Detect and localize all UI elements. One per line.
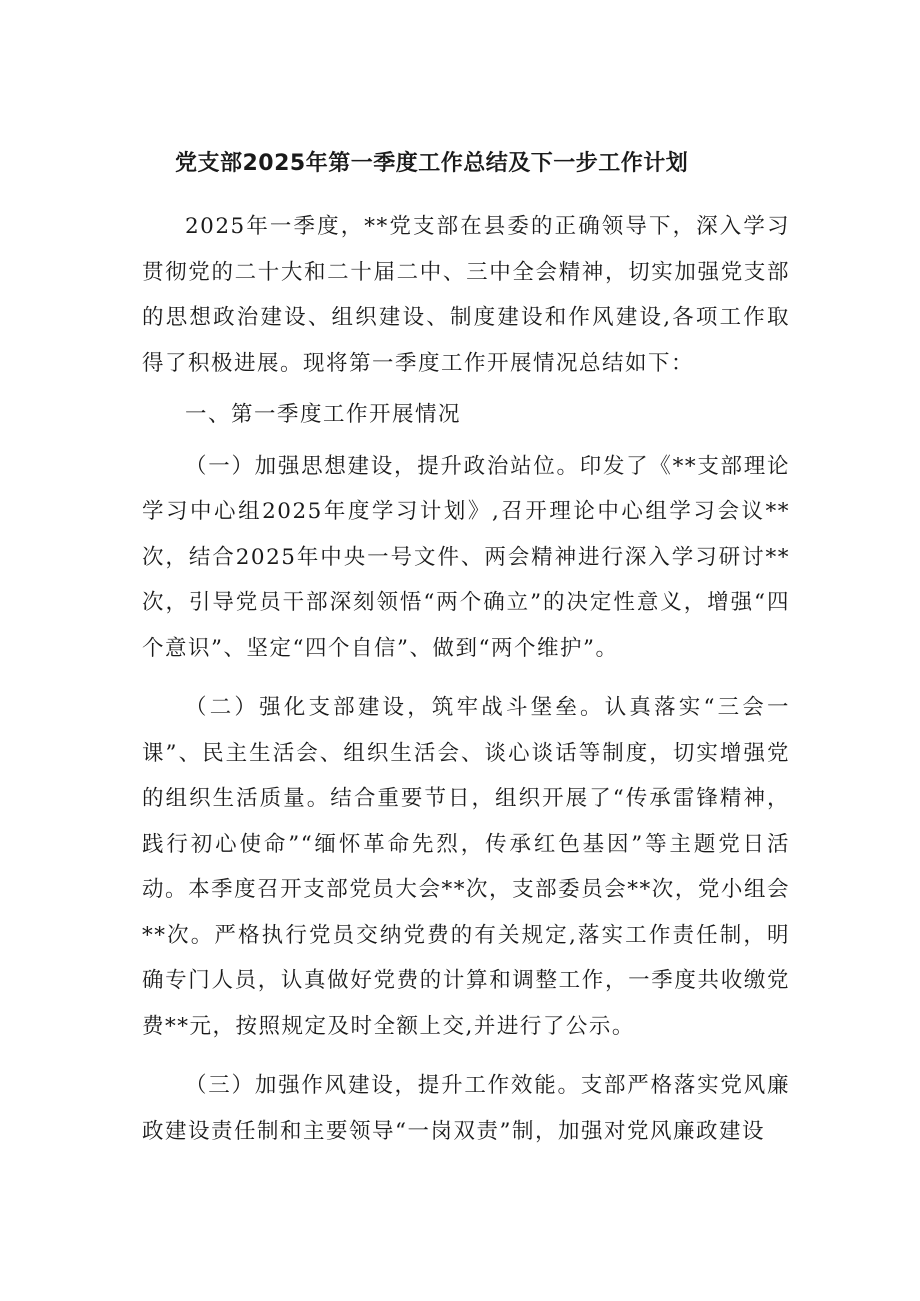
intro-paragraph: 2025年一季度，**党支部在县委的正确领导下，深入学习贯彻党的二十大和二十届二中、三中全会精神，切实加强党支部的思想政治建设、组织建设、制度建设和作风建设,各项工作取得了积极进展。现将第一季度工作开展情况总结如下： xyxy=(142,214,790,376)
item-3-paragraph: （三）加强作风建设，提升工作效能。支部严格落实党风廉政建设责任制和主要领导“一岗双责”制，加强对党风廉政建设 xyxy=(142,1073,790,1144)
section-heading-1: 一、第一季度工作开展情况 xyxy=(185,402,462,427)
item-2-paragraph: （二）强化支部建设，筑牢战斗堡垒。认真落实“三会一课”、民主生活会、组织生活会、谈心谈话等制度，切实增强党的组织生活质量。结合重要节日，组织开展了“传承雷锋精神，践行初心使命”“缅怀革命先烈，传承红色基因”等主题党日活动。本季度召开支部党员大会**次，支部委员会**次，党小组会**次。严格执行党员交纳党费的有关规定,落实工作责任制，明确专门人员，认真做好党费的计算和调整工作，一季度共收缴党费**元，按照规定及时全额上交,并进行了公示。 xyxy=(142,695,790,1039)
item-1-paragraph: （一）加强思想建设，提升政治站位。印发了《**支部理论学习中心组2025年度学习计划》,召开理论中心组学习会议**次，结合2025年中央一号文件、两会精神进行深入学习研讨**次，引导党员干部深刻领悟“两个确立”的决定性意义，增强“四个意识”、坚定“四个自信”、做到“两个维护”。 xyxy=(142,453,790,661)
document-title: 党支部2025年第一季度工作总结及下一步工作计划 xyxy=(175,151,689,176)
